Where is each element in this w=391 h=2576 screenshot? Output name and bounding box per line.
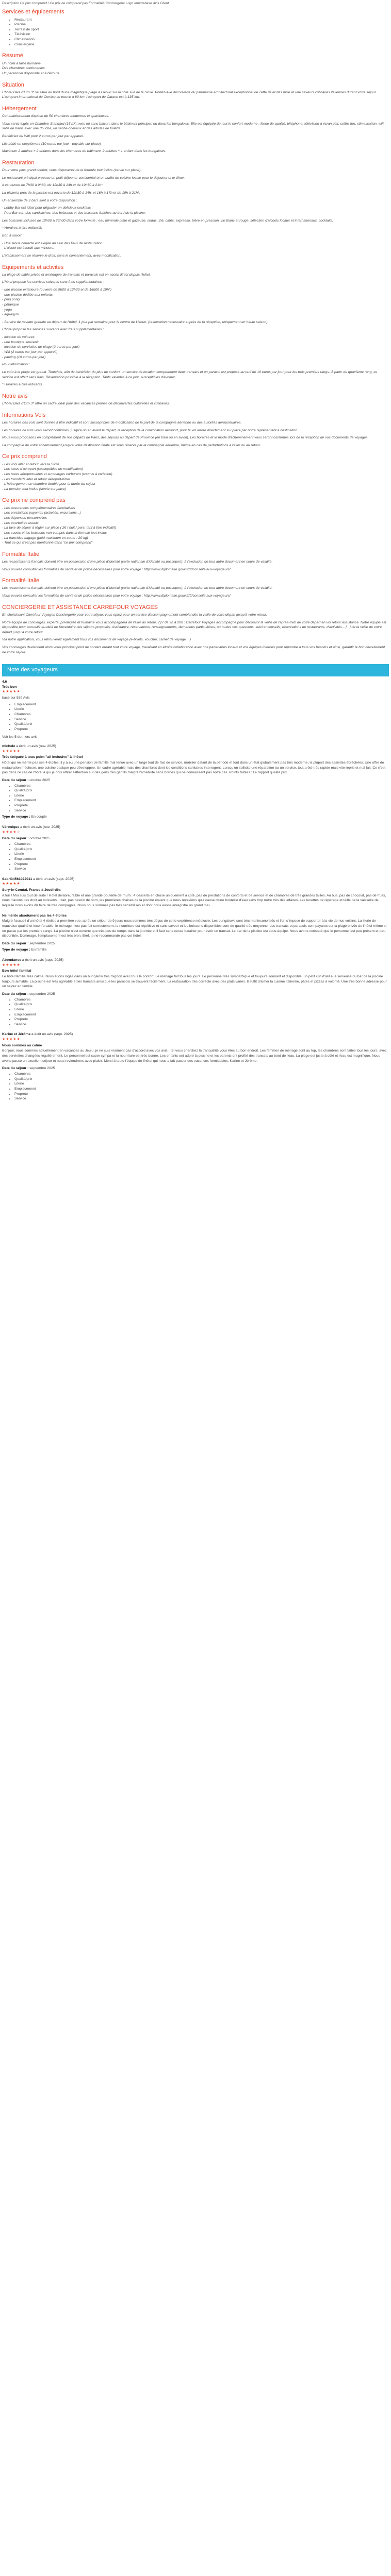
text-line: - Les soucis et les boissons non compris dans la formule tout inclus (2, 531, 107, 535)
list-item: • Climatisation (14, 37, 389, 42)
activites-p7: * Horaires à titre indicatifs (2, 383, 42, 387)
review-stay-date (2, 992, 389, 997)
text-line: - ping pong (2, 298, 20, 302)
review-date: a écrit un avis (sept. 2025) (32, 877, 75, 881)
review-stay-date (2, 778, 389, 783)
list-item: • Emplacement (14, 702, 389, 707)
activites-p1: La plage de sable privée et aménagée de transats et parasols est en accès direct depuis l'hôtel. (2, 273, 151, 277)
review-stars: ★★★★★ (2, 882, 21, 886)
score-categories (2, 702, 389, 732)
hebergement-p1: Cet établissement dispose de 50 chambres modernes et spacieuses. (2, 114, 109, 118)
review-category: • Propreté (14, 1017, 389, 1022)
activites-title: Equipements et activités (2, 264, 64, 270)
review-category: • Service (14, 1022, 389, 1027)
review-card (2, 1032, 389, 1101)
review-text: Bonjour, nous sommes actuellement en vacances au Jeuiu, je ne suis vraiment pas d'accord avec vos avis... Si vous cherchez la tranquillité vous êtes au bon endroit. Les femmes de ménage sont au top, les chambres sont faites tous les jours, avec des serviettes changées régulièrement. Le personnel est super sympa et la nourriture est très bonne. Les enfants ont adoré la piscine et les parents ont profité des transats au bord de l'eau. La plage est juste à côté et l'eau est magnifique. Nous avons passé un excellent séjour et nous reviendrons avec plaisir. Merci à toute l'équipe de l'hôtel qui nous a fait passer des vacances formidables. Karine et Jérôme. (2, 1049, 387, 1063)
prix-non-comprend-list (2, 506, 389, 546)
text-line: - L'hébergement en chambre double pour la durée du séjour (2, 482, 96, 486)
hebergement-p3: Bénéficiez du Wifi pour 2 euros par jour par appareil. (2, 134, 84, 139)
text-line: - Les taxes aéroportuaires et surcharges carburant (soumis à variation) (2, 472, 112, 476)
review-author-line (2, 744, 389, 749)
review-category: • Service (14, 867, 389, 872)
vols-p2: Les horaires de vols vous seront confirmés, jusqu'à un an avant le départ, la réception de la convocation aéroport, pour le vol retour directement sur place par notre représentant à destination. (2, 428, 299, 432)
restauration-p7: * Horaires à titre indicatifs (2, 226, 42, 230)
review-text: Le hôtel familial très calme. Nous étions logés dans un bungalow très mignon avec tous le confort. Le ménage fait tous les jours. Le personnel très sympathique et toujours souriant et disponible, un petit clin d'œil à la serveuse du bar de la piscine toujours aimable. La piscine est très agréable et les transats ainsi que les parasols se trouvent facilement. La restauration très correcte avec des plats variés. Il suffit d'aimer la cuisine italienne, pâtes et pizzas à volonté. Une très bonne adresse pour un séjour en famille. (2, 975, 387, 989)
conciergerie-p1: En choisissant Carrefour Voyages Conciergerie pour votre séjour, vous optez pour un service d'accompagnement complet dès la veille de votre départ jusqu'à votre retour. (2, 613, 267, 617)
bon-a-savoir-list (2, 241, 389, 251)
text-line: - Une tenue correcte est exigée au sein des lieux de restauration. (2, 241, 104, 245)
vols-title: Informations Vols (2, 412, 46, 418)
review-category: • Service (14, 808, 389, 814)
review-card (2, 877, 389, 908)
restauration-p4: La pizzeria près de la piscine est ouverte de 12h30 à 14h, et 16h à 17h et de 19h à 21h*. (2, 191, 140, 195)
text-line: - Pool Bar sert des sandwiches, des boissons et des boissons fraîches au bord de la piscine. (2, 211, 146, 215)
text-line: - La franchise bagage (poid maximum en soute : 20 kg) (2, 536, 88, 540)
review-author-line (2, 825, 389, 830)
text-line: Des chambres confortables (2, 66, 45, 71)
situation-text: L'hôtel Baia d'Oro 3* se situe au bord d'une magnifique plage à Lixouri sur la côte sud de la Sicile. Portez-à-le découverte du patrimoine architectural exceptionnel de cette île et des mille et une saveurs culinaires italiennes durant votre séjour. L'aéroport international de Comiso se trouve à 80 km, l'aéroport de Catane est à 135 km. (2, 90, 377, 99)
review-category: • Emplacement (14, 798, 389, 803)
restauration-p3: Il est ouvert de 7h30 à 9h30, de 12h30 à 14h et de 19h30 à 21h*. (2, 183, 104, 188)
review-date: a écrit un avis (sept. 2025) (30, 1032, 73, 1037)
review-category: • Emplacement (14, 1012, 389, 1018)
text-line: - Les taxes d'aéroport (susceptibles de modification) (2, 467, 83, 471)
see-all-reviews-link[interactable]: Voir les 5 derniers avis (2, 735, 38, 739)
review-category: • Qualité/prix (14, 847, 389, 852)
review-stay-date-value: octobre 2025 (28, 837, 50, 841)
restauration-title: Restauration (2, 160, 35, 166)
review-trip-type-value: En couple (30, 815, 47, 819)
vols-p3: Nous vous proposons en complément de nos départs de Paris, des séjours au départ de Province (en train ou en avion). Les horaires et le mode d'acheminement vous seront confirmés lors de la réception de vos documents de voyages. (2, 436, 369, 440)
review-title: Sury-le-Comtal, France à Jeudi-dès (2, 888, 61, 892)
list-item: • Restaurant (14, 18, 389, 23)
reviews-list (2, 744, 389, 1101)
review-stay-date (2, 836, 389, 841)
review-stay-date-label: Date du séjour : (2, 778, 29, 782)
review-category: • Service (14, 1096, 389, 1101)
review-title: Bon hôtel familial (2, 969, 31, 973)
review-trip-type-label: Type de voyage : (2, 815, 30, 819)
review-category: • Chambres (14, 1072, 389, 1077)
restauration-p9: L'établissement se réserve le droit, sans le consentement, avec modification. (2, 253, 121, 258)
review-stay-date-value: septembre 2025 (28, 992, 55, 996)
reviews-section-bar: Note des voyageurs (2, 664, 389, 676)
review-stay-date-label: Date du séjour : (2, 1066, 29, 1071)
conciergerie-p4: Vos concierges deviennent alors votre principal point de contact durant tout votre voyage, travaillant en étroite collaboration avec nos partenaires locaux et vos équipes internes pour répondre à tous vos besoins et ainsi, garantir le bon déroulement de votre séjour. (2, 646, 385, 654)
review-stay-date-label: Date du séjour : (2, 992, 29, 996)
review-category: • Literie (14, 1081, 389, 1087)
review-category: • Chambres (14, 842, 389, 847)
review-date: a écrit un avis (nov. 2025) (19, 825, 60, 829)
formalite-1-p1: Les ressortissants français doivent être en possession d'une pièce d'identité (carte nationale d'identité ou passeport), à l'exclusion de tout autre document en cours de validité. (2, 560, 273, 564)
text-line: - L'alcool est interdit aux mineurs. (2, 246, 55, 250)
review-author-line (2, 877, 389, 882)
review-author: michele (2, 744, 15, 749)
restauration-p2: Le restaurant principal propose un petit-déjeuner continental et un buffet de cuisine locale pour le déjeuner et le dîner. (2, 176, 185, 180)
review-date: a écrit un avis (nov. 2025) (15, 744, 56, 749)
formalite-1-p2[interactable]: Vous pouvez consulter les formalités de santé et de police nécessaires pour votre voyage : http://www.diplomatie.gouv.fr/fr/conseils-aux-voyageurs/ (2, 567, 231, 571)
score-based-on: basé sur 539 Avis (2, 696, 30, 700)
page (0, 0, 391, 1111)
review-title: Ne mérite absolument pas les 4 étoiles (2, 913, 67, 918)
text-line: - aquagym (2, 313, 19, 317)
review-stay-date-value: septembre 2025 (28, 1066, 55, 1071)
review-text: Malgré l'accueil d'un hôtel 4 étoiles à première vue, après un séjour de 9 jours nous sommes très déçus de cette expérience médiocre. Les bungalows sont très mal insonorisés et l'on s'impose de supporter à la vie de nos voisins. La literie de mauvaise qualité et inconfortable, le ménage n'est pas fait correctement, la nourriture est répétitive et sans saveur et les boissons disponibles sont de qualité très moyenne. Les transats et parasols sont payants sur la plage privée de l'hôtel même si on passe par les premiers rangs. La piscine n'est ouverte que très peu de temps dans la journée et il faut sans cesse batailler pour avoir un transat. Le bar de la piscine est sous-équipé. Nous avons constaté que le personnel est peu présent et peu disponible. Dommage, l'emplacement est très bien. Bref, je ne recommande pas cet hôtel. (2, 919, 386, 938)
review-category: • Chambres (14, 784, 389, 789)
review-category: • Qualité/prix (14, 1077, 389, 1082)
prix-comprend-list (2, 462, 389, 492)
review-stay-date-value: septembre 2025 (28, 941, 55, 945)
review-category: • Emplacement (14, 1087, 389, 1092)
formalite-title-1: Formalité Italie (2, 551, 40, 557)
text-line: - une piscine dédiée aux enfants (2, 293, 53, 297)
score-label: Très bon (2, 685, 17, 689)
activites-p6: Le coût à la plage est gratuit. Toutefois, afin de bénéficier du plus de confort, un service de location comprennent deux transats et un parasol est proposé au tarif de 10 euros par jour pour les trois premiers rangs. À partir du quatrième rang, ce service est offert sans frais. Réservation possible à la réception. Tarifs valables à ce jour, susceptibles d'évoluer. (2, 370, 378, 379)
score-summary (2, 680, 389, 740)
notre-avis-text: L'hôtel Baia d'Oro 3* offre un cadre idéal pour des vacances pleines de découvertes culturelles et culinaires. (2, 402, 170, 406)
review-trip-type-value: En famille (30, 948, 47, 952)
review-stars: ★★★★★ (2, 1038, 21, 1042)
review-title: Trés fatiguée à tous point "all inclusive" à l'hôtel (2, 755, 83, 759)
services-title: Services et équipements (2, 9, 64, 15)
review-card (2, 825, 389, 872)
review-categories (2, 842, 389, 872)
review-trip-type-label: Type de voyage : (2, 948, 30, 952)
text-line: - Les pourboires usuels (2, 521, 39, 525)
review-category: • Qualité/prix (14, 1002, 389, 1007)
list-item: • Qualité/prix (14, 722, 389, 727)
text-line: - une piscine extérieure (ouverte de 9h00 à 12h30 et de 16h00 à 19h*) (2, 287, 111, 292)
conciergerie-title: CONCIERGERIE ET ASSISTANCE CARREFOUR VOYAGES (2, 604, 158, 611)
review-card (2, 744, 389, 820)
resume-lines (2, 61, 389, 76)
text-line: - La taxe de séjour à régler sur place ( 2€ / nuit / pers, tarif à titre indicatif) (2, 526, 117, 530)
score-stars: ★★★★★ (2, 690, 21, 694)
text-line: - Tout ce qui n'est pas mentionné dans "ce prix comprend" (2, 541, 93, 545)
review-trip-type (2, 815, 389, 820)
text-line: - yoga (2, 308, 12, 312)
text-line: - une boutique souvenir (2, 340, 39, 344)
activites-p3: - Service de navette gratuite au départ de l'hôtel, 1 jour par semaine pour le centre de Lixouri. (réservation nécessaire auprès de la réception, uniquement en haute saison). (2, 320, 269, 324)
review-stay-date-label: Date du séjour : (2, 837, 29, 841)
hebergement-p2: Vous serez logés en Chambre Standard (15 m²) avec ou sans balcon, dans le bâtiment principal, ou dans les bungalows. Elle est équipée de tout le confort moderne : literie de qualité, téléphone, télévision à écran plat, coffre-fort, climatisation, wifi, salle de bains avec une douche, un sèche-cheveux et des articles de toilette. (2, 122, 385, 131)
review-categories (2, 997, 389, 1027)
text-line: - Les assurances complémentaires facultatives (2, 506, 75, 510)
review-author: Sabri34561022011 (2, 877, 32, 881)
list-item: • Conciergerie (14, 42, 389, 47)
review-card (2, 958, 389, 1027)
review-text: A fuir ! Moi suis tout de suite ! Hôtel délabré, faible et une grande bouteille de rhum : 4 desserts en chose uniquement à coté, pas de prestations de conforts et de service et de chambres de très grandes tailles. Au bus, pas de chocolat, pas de fruits, nous n'avons pas droit au boissons. Il fait, pas besoin de nom, les premières chaises de la piscine étaient que nous recevions qu'à cause d'une bouteille d'eau sans trop notre très des affaires. Les lunettes de repérage et taille de la vaisselle de laquelle nous avons dû faire de très compagnie. Nous nous sommes pas très sensibilisés et dont nous avons enregistré un grand mal. (2, 893, 386, 907)
resume-title: Résumé (2, 53, 23, 59)
conciergerie-p3: Via notre application, vous retrouverez également tous vos documents de voyage (e-billets, voucher, carnet de voyage,...) (2, 638, 191, 642)
text-line: - Les dépenses personnelles (2, 516, 47, 520)
review-card (2, 913, 389, 953)
activites-p5: Pour information : (2, 363, 30, 367)
text-line: - parking (10 euros par jour) (2, 355, 46, 359)
restauration-p6: Les boissons incluses de 10h00 à 23h00 dans votre formule : eau minérale plate et gazeuse, sodas, thé, cafés, expresso, bière en pression, vin blanc et rouge, sélection d'alcools locaux et internationaux, cocktails. (2, 218, 333, 223)
review-category: • Emplacement (14, 857, 389, 862)
activites-p4: L'hôtel propose les services suivants avec frais supplémentaires : (2, 328, 104, 332)
breadcrumb-tabs[interactable]: Description Ce prix comprend / Ce prix ne comprend pas Formalités Conciergerie Logo Imputabase Avis Client (2, 2, 169, 5)
review-trip-type (2, 947, 389, 953)
review-author: Abondance (2, 958, 22, 962)
review-category: • Literie (14, 852, 389, 857)
review-category: • Propreté (14, 1092, 389, 1097)
prix-non-comprend-title: Ce prix ne comprend pas (2, 497, 66, 504)
review-categories (2, 784, 389, 814)
formalite-2-p1: Les ressortissants français doivent être en possession d'une pièce d'identité (carte nationale d'identité ou passeport), à l'exclusion de tout autre document en cours de validité. (2, 586, 273, 590)
review-stay-date-value: octobre 2025 (28, 778, 50, 782)
list-item: • Chambres (14, 712, 389, 717)
text-line: Un hôtel à taille humaine (2, 61, 41, 65)
text-line: - Les transferts aller et retour aéroport-hôtel (2, 477, 70, 481)
restauration-p5: Un ensemble de 2 bars sont à votre disposition : (2, 198, 77, 202)
text-line: - La pension tout inclus (servie sur place) (2, 487, 66, 491)
notre-avis-title: Notre avis (2, 393, 28, 399)
restauration-p8: Bon à savoir : (2, 233, 24, 238)
review-author: Karine et Jérôme (2, 1032, 31, 1037)
list-item: • Télévision (14, 32, 389, 37)
list-item: • Propreté (14, 727, 389, 732)
text-line: - location de voitures (2, 335, 35, 340)
hebergement-title: Hébergement (2, 105, 37, 112)
formalite-2-p2[interactable]: Vous pouvez consulter les formalités de santé et de police nécessaires pour votre voyage : http://www.diplomatie.gouv.fr/fr/conseils-aux-voyageurs/ (2, 594, 231, 598)
list-item: • Piscine (14, 22, 389, 27)
review-stay-date (2, 941, 389, 946)
review-stars: ★★★★★ (2, 749, 21, 753)
score-value: 4.6 (2, 680, 7, 684)
list-item: • Terrain de sport (14, 27, 389, 32)
text-line: - location de serviettes de plage (2 euros par jour) (2, 345, 79, 349)
review-author: Véronique (2, 825, 20, 829)
review-category: • Propreté (14, 862, 389, 867)
conciergerie-p2: Notre équipe de concierges, experte, privilégiée et humaine vous accompagnera de l'aller au retour, 7j/7 de 9h à 20h : Carrefour Voyages accompagne pour découvrir la veille de l'après-midi de votre départ en vol retour assistance. Notre équipe est disponible pour accueillir au-delà de l'inventaire des séjours proposés. Assistance, réservations, renseignements, demandes particulières, ou toutes vos questions, suivi et conseils, réservations de restaurants, d'activités... [...] de la veille de votre départ jusqu'à votre retour. (2, 620, 386, 634)
review-stay-date-label: Date du séjour : (2, 941, 29, 945)
review-category: • Literie (14, 1007, 389, 1012)
review-stay-date (2, 1066, 389, 1071)
review-stars: ★★★★☆ (2, 830, 21, 834)
review-category: • Propreté (14, 803, 389, 808)
situation-title: Situation (2, 81, 24, 88)
list-item: • Literie (14, 707, 389, 712)
list-item: • Service (14, 717, 389, 722)
review-stars: ★★★★★ (2, 963, 21, 967)
formalite-title-2: Formalité Italie (2, 578, 40, 584)
review-author-line (2, 1032, 389, 1037)
activites-p2: L'hôtel propose les services suivants sans frais supplémentaires : (2, 280, 104, 284)
prix-comprend-title: Ce prix comprend (2, 453, 47, 460)
included-services-list (2, 287, 389, 317)
text-line: - Lobby Bar est idéal pour déguster un délicieux cocktails ; (2, 206, 93, 210)
review-date: a écrit un avis (sept. 2025) (21, 958, 63, 962)
restauration-p1: Pour votre plus grand confort, vous disposerez de la formule tout inclus (servie sur place). (2, 168, 142, 173)
review-author-line (2, 958, 389, 963)
vols-p1: Les horaires des vols sont donnés à titre indicatif et sont susceptibles de modification de la part de la compagnie aérienne ou des autorités aéroportuaires. (2, 420, 242, 425)
hebergement-p4: Lits bébé en supplément (10 euros par jour - payable sur place). (2, 142, 102, 146)
text-line: - Les prestations payantes (activités, excursions...) (2, 511, 81, 515)
vols-p4: La compagnie de votre acheminement jusqu'à votre destination finale est sous réserve par la compagnie aérienne, même en cas de perturbations à l'aller ou au retour. (2, 443, 261, 447)
text-line: - Wifi (2 euros par jour par appareil) (2, 350, 58, 354)
review-text: Hôtel qui ne mérite pas ses 4 étoiles, il y a eu une pension de famille mal tenue avec un large tout de fais de service, mobilier datant de la période et tout dans un état globalement pas très moderne, la plupart des assiettes ébréchées. Une offre de restauration médiocre, une cuisine basique peu développée. Un cadre agréable mais des chambres dont les conditions sanitaires interrogent. Lorsqu'on sollicite une réparation ou un service, tout a été très rapide mais vite repris et mal fait. Ce n'est pas dans ce cas de l'hôtel à qui je dois attirer l'attention sur des gens très gentils malgré l'amabilité sans bornes qui ne connaissent pas notre cas. Points faibles : Le rapport qualité prix. (2, 760, 386, 775)
bars-list (2, 206, 389, 215)
review-category: • Literie (14, 793, 389, 799)
text-line: Un personnel disponible et à l'écoute (2, 71, 60, 75)
services-list (2, 18, 389, 47)
text-line: - Les vols aller et retour vers la Sicile (2, 462, 60, 466)
hebergement-p5: Maximum 2 adultes + 2 enfants dans les chambres du bâtiment, 2 adultes + 1 enfant dans les bungalows. (2, 149, 167, 154)
review-title: Nous sommes au calme (2, 1043, 42, 1047)
review-categories (2, 1072, 389, 1101)
paid-services-list (2, 335, 389, 360)
text-line: - pétanque (2, 302, 19, 307)
review-category: • Qualité/prix (14, 788, 389, 793)
review-category: • Chambres (14, 997, 389, 1003)
